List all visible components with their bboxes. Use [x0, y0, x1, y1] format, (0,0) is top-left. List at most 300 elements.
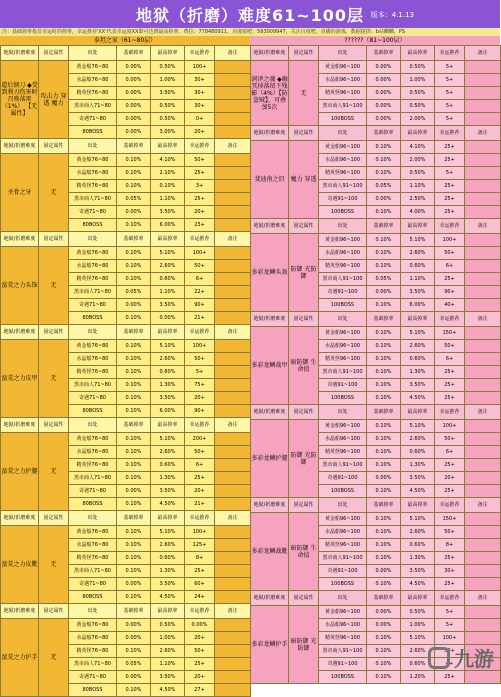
column-header: 幸运推荐 — [435, 312, 465, 327]
base-rate: 0.05% — [117, 658, 151, 671]
drop-source: 水晶船76~80 — [69, 632, 117, 645]
base-rate: 0.10% — [117, 340, 151, 353]
column-header: 出处 — [69, 139, 117, 154]
column-header: 备注 — [465, 498, 501, 513]
luck-recommend: 25+ — [435, 193, 465, 206]
luck-recommend: 0.00% — [185, 619, 215, 632]
fixed-attribute: 暗防御 生命值 — [289, 327, 319, 405]
column-header: 最高掉率 — [151, 232, 185, 247]
remark — [215, 379, 251, 392]
max-rate: 5.10% — [401, 327, 435, 340]
luck-recommend: 30+ — [185, 87, 215, 100]
drop-source: 水晶船76~80 — [69, 167, 117, 180]
column-header: 备注 — [465, 312, 501, 327]
luck-recommend: 23+ — [185, 219, 215, 232]
luck-recommend: 21+ — [185, 498, 215, 511]
remark — [215, 526, 251, 539]
watermark-text: 九游 — [454, 647, 494, 671]
drop-source: 奇遇91~100 — [319, 193, 367, 206]
column-header: 基础掉率 — [367, 591, 401, 606]
max-rate: 1.20% — [401, 671, 435, 684]
item-name: 斐迪南之旧 — [251, 141, 289, 219]
column-header: 地狱/折磨难度 — [1, 232, 39, 247]
luck-recommend: 50+ — [185, 353, 215, 366]
base-rate: 0.10% — [117, 180, 151, 193]
remark — [465, 539, 501, 552]
column-header: 出处 — [319, 591, 367, 606]
base-rate: 0.05% — [367, 273, 401, 286]
base-rate: 0.10% — [117, 167, 151, 180]
header-row — [251, 591, 501, 606]
remark — [465, 513, 501, 526]
column-header: 出处 — [69, 325, 117, 340]
base-rate: 0.10% — [367, 632, 401, 645]
luck-recommend: 25+ — [185, 658, 215, 671]
table-row — [1, 61, 251, 74]
max-rate: 2.60% — [401, 247, 435, 260]
base-rate: 0.10% — [117, 405, 151, 418]
drop-source: 黑市商人91~100 — [319, 273, 367, 286]
column-header: 基础掉率 — [367, 219, 401, 234]
column-header: 固定属性 — [39, 418, 69, 433]
luck-recommend: 60+ — [185, 578, 215, 591]
base-rate: 0.10% — [117, 366, 151, 379]
jiuyou-logo-icon — [428, 647, 450, 669]
luck-recommend: 30+ — [185, 74, 215, 87]
luck-recommend: 5+ — [435, 87, 465, 100]
remark — [215, 219, 251, 232]
drop-source: 黑市商人91~100 — [319, 366, 367, 379]
luck-recommend: 125+ — [185, 539, 215, 552]
base-rate: 0.10% — [117, 353, 151, 366]
luck-recommend: 50+ — [185, 154, 215, 167]
remark — [215, 632, 251, 645]
remark — [465, 565, 501, 578]
drop-source: 黄金船96~100 — [319, 327, 367, 340]
base-rate: 0.10% — [367, 167, 401, 180]
item-name: 蛮荒之力头饰 — [1, 247, 39, 325]
remark — [215, 260, 251, 273]
luck-recommend: 50+ — [435, 247, 465, 260]
max-rate: 5.10% — [401, 234, 435, 247]
luck-recommend: 5+ — [185, 366, 215, 379]
remark — [215, 433, 251, 446]
column-header: 基础掉率 — [117, 418, 151, 433]
drop-source: 黑市商人71~80 — [69, 472, 117, 485]
item-name: 圣骨之牙 — [1, 154, 39, 232]
max-rate: 4.50% — [151, 591, 185, 604]
drop-source: 黄金船96~100 — [319, 141, 367, 154]
base-rate: 0.10% — [367, 247, 401, 260]
drop-source: 水晶船96~100 — [319, 74, 367, 87]
column-header: 地狱/折磨难度 — [251, 498, 289, 513]
base-rate: 0.10% — [117, 539, 151, 552]
luck-recommend: 5+ — [435, 619, 465, 632]
column-header: 幸运推荐 — [435, 219, 465, 234]
drop-source: 80BOSS — [69, 591, 117, 604]
max-rate: 1.10% — [401, 273, 435, 286]
drop-source: 奇遇71~80 — [69, 578, 117, 591]
drop-source: 100BOSS — [319, 299, 367, 312]
base-rate: 0.10% — [117, 552, 151, 565]
remark — [215, 299, 251, 312]
column-header: 最高掉率 — [401, 498, 435, 513]
drop-source: 80BOSS — [69, 498, 117, 511]
luck-recommend: 30+ — [185, 100, 215, 113]
drop-source: 黄金船76~80 — [69, 619, 117, 632]
remark — [465, 433, 501, 446]
table-row — [251, 606, 501, 619]
left-drop-table — [0, 45, 251, 697]
max-rate: 1.10% — [151, 193, 185, 206]
remark — [215, 286, 251, 299]
remark — [215, 180, 251, 193]
luck-recommend: 40+ — [435, 299, 465, 312]
drop-source: 奇遇91~100 — [319, 472, 367, 485]
remark — [465, 340, 501, 353]
luck-recommend: 90+ — [185, 299, 215, 312]
drop-source: 100BOSS — [319, 485, 367, 498]
base-rate: 0.05% — [117, 286, 151, 299]
max-rate: 5.10% — [151, 340, 185, 353]
luck-recommend: 8+ — [435, 539, 465, 552]
remark — [465, 299, 501, 312]
base-rate: 0.00% — [117, 619, 151, 632]
luck-recommend: 20+ — [185, 485, 215, 498]
max-rate: 2.60% — [401, 340, 435, 353]
max-rate: 0.60% — [401, 353, 435, 366]
drop-source: 黄金船76~80 — [69, 340, 117, 353]
luck-recommend: 21+ — [185, 312, 215, 325]
column-header: 备注 — [215, 46, 251, 61]
luck-recommend: 50+ — [185, 260, 215, 273]
fixed-attribute: 无 — [39, 526, 69, 604]
max-rate: 0.50% — [401, 87, 435, 100]
header-row — [251, 46, 501, 61]
base-rate: 0.10% — [367, 526, 401, 539]
base-rate: 0.00% — [367, 619, 401, 632]
drop-source: 精英怪76~80 — [69, 459, 117, 472]
base-rate: 0.00% — [117, 113, 151, 126]
drop-source: 黄金船76~80 — [69, 526, 117, 539]
table-row — [251, 327, 501, 340]
max-rate: 0.60% — [151, 273, 185, 286]
base-rate: 0.00% — [117, 87, 151, 100]
max-rate: 2.60% — [151, 446, 185, 459]
max-rate: 1.30% — [151, 472, 185, 485]
max-rate: 1.00% — [151, 74, 185, 87]
version-label: 版本：4.1.13 — [370, 11, 414, 19]
remark — [215, 472, 251, 485]
remark — [215, 485, 251, 498]
luck-recommend: 0+ — [185, 113, 215, 126]
max-rate: 0.60% — [151, 366, 185, 379]
drop-source: 精英怪96~100 — [319, 353, 367, 366]
column-header: 固定属性 — [39, 325, 69, 340]
max-rate: 1.00% — [401, 74, 435, 87]
column-header: 最高掉率 — [151, 139, 185, 154]
remark — [465, 180, 501, 193]
luck-recommend: 20+ — [435, 472, 465, 485]
base-rate: 0.00% — [117, 671, 151, 684]
column-header: 幸运推荐 — [185, 418, 215, 433]
table-row — [251, 420, 501, 433]
column-header: 地狱/折磨难度 — [1, 511, 39, 526]
drop-source: 奇遇91~100 — [319, 565, 367, 578]
drop-source: 80BOSS — [69, 219, 117, 232]
base-rate: 0.10% — [367, 299, 401, 312]
column-header: 最高掉率 — [401, 126, 435, 141]
remark — [215, 167, 251, 180]
base-rate: 0.10% — [367, 539, 401, 552]
header-row — [1, 604, 251, 619]
remark — [465, 247, 501, 260]
drop-source: 黑市商人71~80 — [69, 379, 117, 392]
max-rate: 2.00% — [401, 154, 435, 167]
drop-source: 黑市商人91~100 — [319, 100, 367, 113]
remark — [215, 366, 251, 379]
luck-recommend: 27+ — [185, 684, 215, 697]
max-rate: 0.50% — [401, 61, 435, 74]
page-title: 地狱（折磨）难度61~100层 — [135, 6, 365, 25]
item-name: 多彩龙鳞头盔 — [251, 234, 289, 312]
luck-recommend: 25+ — [435, 154, 465, 167]
base-rate: 0.10% — [117, 459, 151, 472]
luck-recommend: 6+ — [435, 446, 465, 459]
max-rate: 0.60% — [401, 539, 435, 552]
column-header: 最高掉率 — [151, 46, 185, 61]
item-name: 多彩龙鳞战甲 — [251, 327, 289, 405]
remark — [465, 392, 501, 405]
drop-source: 水晶船96~100 — [319, 619, 367, 632]
max-rate: 5.10% — [401, 420, 435, 433]
remark — [465, 234, 501, 247]
column-header: 备注 — [465, 405, 501, 420]
drop-source: 精英怪96~100 — [319, 260, 367, 273]
luck-recommend: 6+ — [185, 459, 215, 472]
max-rate: 2.10% — [151, 167, 185, 180]
base-rate: 0.10% — [117, 433, 151, 446]
max-rate: 0.60% — [151, 459, 185, 472]
drop-source: 100BOSS — [319, 206, 367, 219]
column-header: 幸运推荐 — [185, 46, 215, 61]
drop-source: 水晶船96~100 — [319, 433, 367, 446]
luck-recommend: 4+ — [435, 658, 465, 671]
column-header: 出处 — [69, 418, 117, 433]
column-header: 最高掉率 — [151, 325, 185, 340]
drop-source: 100BOSS — [319, 671, 367, 684]
base-rate: 0.00% — [367, 286, 401, 299]
drop-source: 水晶船76~80 — [69, 446, 117, 459]
drop-source: 精英怪76~80 — [69, 87, 117, 100]
max-rate: 0.50% — [401, 100, 435, 113]
column-header: 出处 — [319, 312, 367, 327]
column-header: 基础掉率 — [117, 604, 151, 619]
table-row — [1, 433, 251, 446]
max-rate: 2.00% — [401, 113, 435, 126]
item-name: 蛮荒之力护手 — [1, 619, 39, 697]
drop-source: 黄金船76~80 — [69, 61, 117, 74]
column-header: 地狱/折磨难度 — [251, 405, 289, 420]
column-header: 基础掉率 — [117, 511, 151, 526]
max-rate: 1.00% — [401, 619, 435, 632]
max-rate: 3.00% — [151, 126, 185, 139]
drop-source: 精英怪76~80 — [69, 552, 117, 565]
max-rate: 3.50% — [151, 671, 185, 684]
column-header: 出处 — [69, 232, 117, 247]
column-header: 幸运推荐 — [185, 232, 215, 247]
column-header: 地狱/折磨难度 — [251, 126, 289, 141]
remark — [465, 206, 501, 219]
base-rate: 0.10% — [117, 645, 151, 658]
column-header: 备注 — [465, 126, 501, 141]
drop-source: 黑市商人71~80 — [69, 565, 117, 578]
drop-source: 黑市商人71~80 — [69, 286, 117, 299]
fixed-attribute: 防御 光防御 — [289, 234, 319, 312]
remark — [215, 405, 251, 418]
column-header: 最高掉率 — [401, 591, 435, 606]
max-rate: 5.10% — [151, 526, 185, 539]
item-name: 润泽之魂 ◆幽冥掉落留下残影（4%）【防盗贼】，可叠加5次 — [251, 61, 289, 126]
column-header: 固定属性 — [289, 46, 319, 61]
max-rate: 5.10% — [151, 247, 185, 260]
header-row — [251, 312, 501, 327]
max-rate: 4.10% — [151, 154, 185, 167]
drop-source: 黑市商人71~80 — [69, 100, 117, 113]
remark — [215, 206, 251, 219]
remark — [215, 565, 251, 578]
max-rate: 6.00% — [151, 405, 185, 418]
remark — [465, 193, 501, 206]
header-row — [251, 126, 501, 141]
base-rate: 0.05% — [367, 180, 401, 193]
remark — [215, 446, 251, 459]
column-header: 幸运推荐 — [185, 325, 215, 340]
column-header: 最高掉率 — [401, 405, 435, 420]
max-rate: 6.00% — [401, 299, 435, 312]
remark — [215, 193, 251, 206]
luck-recommend: 25+ — [435, 392, 465, 405]
remark — [215, 645, 251, 658]
luck-recommend: 5+ — [435, 113, 465, 126]
luck-recommend: 25+ — [435, 459, 465, 472]
luck-recommend: 6+ — [435, 353, 465, 366]
column-header: 备注 — [215, 325, 251, 340]
max-rate: 1.30% — [401, 459, 435, 472]
base-rate: 0.00% — [367, 113, 401, 126]
base-rate: 0.00% — [367, 193, 401, 206]
column-header: 幸运推荐 — [185, 139, 215, 154]
drop-source: 100BOSS — [319, 113, 367, 126]
column-header: 固定属性 — [39, 232, 69, 247]
column-header: 最高掉率 — [151, 511, 185, 526]
luck-recommend: 100+ — [185, 61, 215, 74]
base-rate: 0.10% — [367, 513, 401, 526]
remark — [465, 141, 501, 154]
luck-recommend: 25+ — [185, 565, 215, 578]
column-header: 地狱/折磨难度 — [251, 46, 289, 61]
column-header: 幸运推荐 — [435, 591, 465, 606]
base-rate: 0.00% — [117, 126, 151, 139]
column-header: 基础掉率 — [117, 46, 151, 61]
max-rate: 4.00% — [401, 206, 435, 219]
luck-recommend: 5+ — [435, 74, 465, 87]
max-rate: 1.10% — [151, 658, 185, 671]
base-rate: 0.10% — [117, 446, 151, 459]
table-row — [1, 247, 251, 260]
max-rate: 2.60% — [401, 645, 435, 658]
remark — [465, 526, 501, 539]
column-header: 地狱/折磨难度 — [1, 46, 39, 61]
luck-recommend: 6+ — [435, 260, 465, 273]
luck-recommend: 8+ — [185, 552, 215, 565]
remark — [215, 273, 251, 286]
luck-recommend: 25+ — [435, 485, 465, 498]
header-row — [1, 418, 251, 433]
max-rate: 2.60% — [401, 433, 435, 446]
remark — [465, 167, 501, 180]
remark — [215, 658, 251, 671]
remark — [465, 353, 501, 366]
column-header: 备注 — [215, 604, 251, 619]
max-rate: 2.60% — [401, 526, 435, 539]
header-row — [1, 232, 251, 247]
remark — [215, 113, 251, 126]
drop-source: 黄金船76~80 — [69, 247, 117, 260]
column-header: 基础掉率 — [367, 312, 401, 327]
column-header: 最高掉率 — [401, 46, 435, 61]
column-header: 出处 — [319, 498, 367, 513]
luck-recommend: 25+ — [435, 366, 465, 379]
max-rate: 0.50% — [401, 606, 435, 619]
max-rate: 2.60% — [151, 260, 185, 273]
remark — [465, 459, 501, 472]
column-header: 出处 — [69, 46, 117, 61]
fixed-attribute: 暗防御 光防御 — [289, 606, 319, 684]
column-header: 地狱/折磨难度 — [1, 418, 39, 433]
remark — [465, 366, 501, 379]
max-rate: 3.50% — [401, 286, 435, 299]
max-rate: 1.00% — [151, 632, 185, 645]
column-header: 基础掉率 — [117, 325, 151, 340]
base-rate: 0.10% — [117, 684, 151, 697]
drop-source: 精英怪96~100 — [319, 632, 367, 645]
base-rate: 0.00% — [117, 485, 151, 498]
max-rate: 3.50% — [401, 472, 435, 485]
column-header: 基础掉率 — [367, 498, 401, 513]
remark — [215, 671, 251, 684]
base-rate: 0.10% — [367, 658, 401, 671]
remark — [465, 327, 501, 340]
drop-source: 水晶船96~100 — [319, 247, 367, 260]
remark — [215, 340, 251, 353]
drop-source: 精英怪76~80 — [69, 180, 117, 193]
luck-recommend: 20+ — [185, 206, 215, 219]
drop-source: 精英怪76~80 — [69, 645, 117, 658]
drop-source: 奇遇71~80 — [69, 671, 117, 684]
item-name: 多彩龙鳞护腿 — [251, 420, 289, 498]
luck-recommend: 25+ — [435, 671, 465, 684]
luck-recommend: 50+ — [185, 446, 215, 459]
remark — [465, 286, 501, 299]
fixed-attribute: 暗防御 生命值 — [289, 513, 319, 591]
drop-source: 奇遇71~80 — [69, 206, 117, 219]
base-rate: 0.10% — [117, 392, 151, 405]
notice-text: 注：基础掉率指非幸运时的掉率，幸运推荐'XX'代表幸运度XX即可达到最高掉率。费拉：778480911，百度贴吧：593009947，关注百度吧，直播的游戏，数据提供：b站麟麟，PS — [0, 28, 500, 36]
max-rate: 6.00% — [151, 219, 185, 232]
luck-recommend: 25+ — [435, 206, 465, 219]
column-header: 固定属性 — [289, 126, 319, 141]
